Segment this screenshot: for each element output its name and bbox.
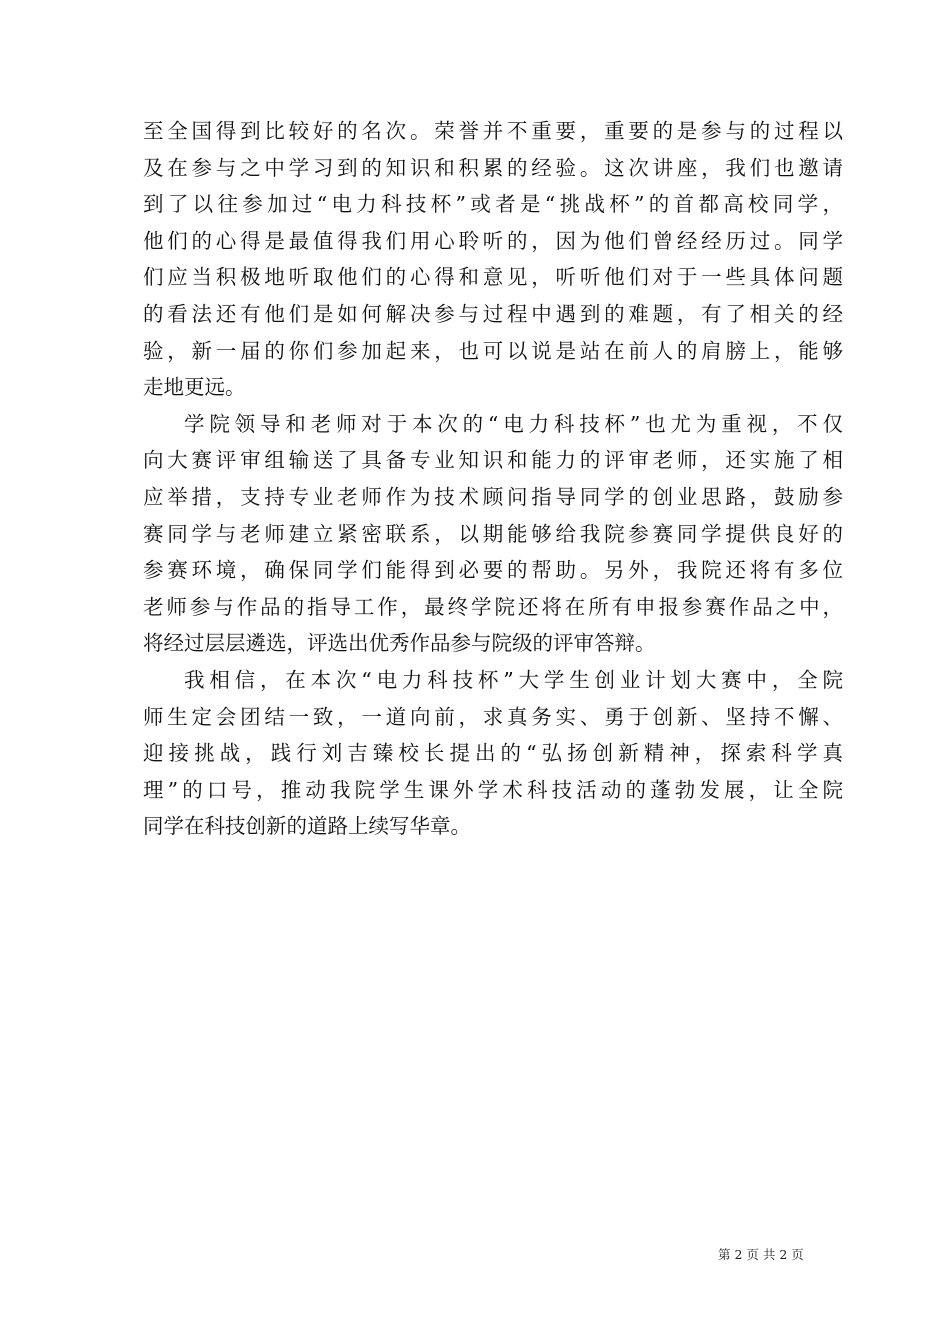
text-line: 理”的口号，推动我院学生课外学术科技活动的蓬勃发展，让全院 (143, 777, 843, 802)
text-line: 参赛环境，确保同学们能得到必要的帮助。另外，我院还将有多位 (143, 558, 843, 583)
text-line: 的看法还有他们是如何解决参与过程中遇到的难题，有了相关的经 (143, 301, 843, 326)
text-line: 向大赛评审组输送了具备专业知识和能力的评审老师，还实施了相 (143, 448, 843, 473)
text-line: 走地更远。 (143, 375, 246, 400)
text-line: 迎接挑战，践行刘吉臻校长提出的“弘扬创新精神，探索科学真 (143, 741, 843, 766)
text-line: 们应当积极地听取他们的心得和意见，听听他们对于一些具体问题 (143, 265, 843, 290)
text-line: 将经过层层遴选，评选出优秀作品参与院级的评审答辩。 (143, 631, 656, 656)
text-line: 老师参与作品的指导工作，最终学院还将在所有申报参赛作品之中， (143, 594, 843, 619)
document-body (143, 113, 843, 845)
text-line: 到了以往参加过“电力科技杯”或者是“挑战杯”的首都高校同学， (143, 192, 843, 217)
text-line: 同学在科技创新的道路上续写华章。 (143, 814, 471, 839)
text-line: 应举措，支持专业老师作为技术顾问指导同学的创业思路，鼓励参 (143, 484, 843, 509)
text-line: 他们的心得是最值得我们用心聆听的，因为他们曾经经历过。同学 (143, 228, 843, 253)
paragraph-first-line: 学院领导和老师对于本次的“电力科技杯”也尤为重视，不仅 (184, 411, 843, 436)
paragraph-first-line: 我相信，在本次“电力科技杯”大学生创业计划大赛中，全院 (184, 667, 843, 692)
text-line: 验，新一届的你们参加起来，也可以说是站在前人的肩膀上，能够 (143, 338, 843, 363)
text-line: 赛同学与老师建立紧密联系，以期能够给我院参赛同学提供良好的 (143, 521, 843, 546)
page-number: 第 2 页 共 2 页 (718, 1247, 804, 1262)
text-line: 师生定会团结一致，一道向前，求真务实、勇于创新、坚持不懈、 (143, 704, 843, 729)
text-line: 及在参与之中学习到的知识和积累的经验。这次讲座，我们也邀请 (143, 155, 843, 180)
text-line: 至全国得到比较好的名次。荣誉并不重要，重要的是参与的过程以 (143, 119, 843, 143)
